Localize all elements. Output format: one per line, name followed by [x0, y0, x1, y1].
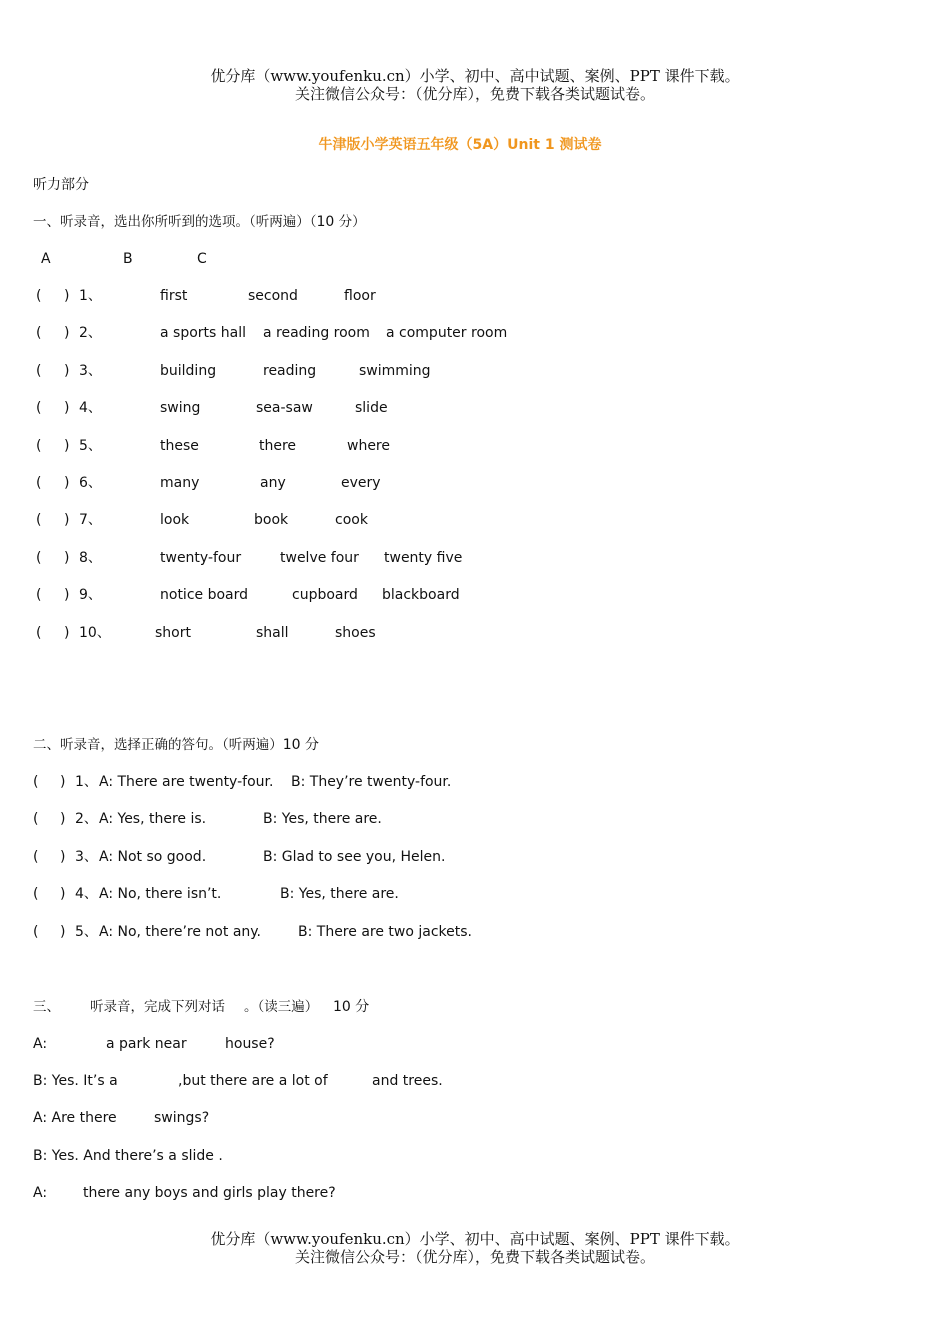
- option-a: short: [155, 624, 191, 641]
- answer-bracket-open[interactable]: (: [36, 475, 42, 491]
- answer-bracket-close[interactable]: ): [64, 325, 70, 342]
- option-c: slide: [355, 400, 388, 417]
- option-a: many: [160, 475, 200, 491]
- question-number: 3、: [79, 362, 102, 379]
- option-a: A: Yes, there is.: [99, 811, 207, 828]
- header-line-2: 关注微信公众号：（优分库），免费下载各类试题试卷。: [294, 85, 655, 103]
- option-c: a computer room: [386, 325, 508, 342]
- option-c: blackboard: [382, 587, 460, 604]
- answer-bracket-open[interactable]: (: [36, 288, 42, 304]
- part3-heading-num: 三、: [33, 999, 60, 1015]
- option-a: look: [160, 512, 190, 529]
- option-b: B: Glad to see you, Helen.: [263, 848, 446, 865]
- option-a: A: No, there’re not any.: [99, 923, 262, 940]
- part3-heading-text: 听录音，完成下列对话: [90, 999, 225, 1015]
- answer-bracket-close[interactable]: ): [64, 549, 70, 566]
- part3-heading-score: 10 分: [333, 999, 370, 1015]
- question-number: 8、: [79, 549, 102, 566]
- part2-heading-score: 10 分: [282, 737, 320, 753]
- question-row: [0, 474, 950, 492]
- column-a-label: A: [41, 251, 51, 267]
- answer-bracket-open[interactable]: (: [33, 886, 39, 903]
- option-b: shall: [256, 624, 289, 641]
- answer-bracket-close[interactable]: ): [60, 886, 66, 903]
- question-row: [0, 885, 950, 903]
- option-b: sea-saw: [256, 400, 313, 417]
- question-number: 6、: [79, 475, 102, 491]
- answer-bracket-close[interactable]: ): [64, 587, 70, 604]
- option-a: A: Not so good.: [99, 848, 207, 865]
- option-c: swimming: [359, 362, 431, 379]
- answer-bracket-open[interactable]: (: [33, 848, 39, 865]
- part2-heading-text: 二、听录音，选择正确的答句。（听两遍）: [33, 737, 283, 753]
- option-a: first: [160, 288, 188, 304]
- answer-bracket-open[interactable]: (: [33, 923, 39, 940]
- question-number: 5、: [75, 923, 98, 940]
- option-c: twenty five: [384, 549, 463, 566]
- answer-bracket-open[interactable]: (: [36, 587, 42, 604]
- answer-bracket-close[interactable]: ): [64, 400, 70, 417]
- option-b: B: Yes, there are.: [263, 811, 382, 828]
- option-a: swing: [160, 400, 201, 417]
- option-b: there: [259, 437, 297, 454]
- question-row: [0, 586, 950, 604]
- question-row: [0, 624, 950, 642]
- answer-bracket-close[interactable]: ): [60, 811, 66, 828]
- option-b: book: [254, 512, 289, 529]
- question-number: 10、: [79, 624, 111, 641]
- answer-bracket-open[interactable]: (: [36, 437, 42, 454]
- question-number: 1、: [79, 288, 102, 304]
- dialogue-text: A: Are there: [33, 1110, 117, 1126]
- answer-bracket-close[interactable]: ): [60, 848, 66, 865]
- footer-line-2: 关注微信公众号：（优分库），免费下载各类试题试卷。: [294, 1248, 655, 1266]
- option-b: twelve four: [280, 549, 359, 566]
- answer-bracket-open[interactable]: (: [36, 512, 42, 529]
- dialogue-line: [0, 1109, 950, 1127]
- option-b: B: There are two jackets.: [298, 923, 472, 940]
- header-line-1: 优分库（www.youfenku.cn）小学、初中、高中试题、案例、PPT 课件下载。: [210, 67, 740, 85]
- option-a: A: There are twenty-four.: [99, 774, 274, 790]
- option-a: twenty-four: [160, 549, 242, 566]
- question-number: 2、: [79, 325, 102, 342]
- option-c: cook: [335, 512, 368, 529]
- option-b: B: They’re twenty-four.: [291, 774, 452, 790]
- option-b: reading: [263, 362, 317, 379]
- question-number: 4、: [79, 400, 102, 417]
- question-number: 7、: [79, 512, 102, 529]
- question-row: [0, 399, 950, 417]
- question-number: 1、: [75, 774, 98, 790]
- option-a: a sports hall: [160, 325, 246, 342]
- answer-bracket-close[interactable]: ): [64, 624, 70, 641]
- question-number: 5、: [79, 437, 102, 454]
- dialogue-text: and trees.: [372, 1073, 443, 1089]
- option-b: cupboard: [292, 587, 358, 604]
- dialogue-line: [0, 1035, 950, 1053]
- option-c: every: [341, 475, 381, 491]
- answer-bracket-open[interactable]: (: [33, 811, 39, 828]
- question-number: 3、: [75, 848, 98, 865]
- answer-bracket-close[interactable]: ): [64, 288, 70, 304]
- dialogue-text: house?: [225, 1036, 275, 1052]
- answer-bracket-close[interactable]: ): [64, 512, 70, 529]
- dialogue-text: ,but there are a lot of: [178, 1073, 328, 1089]
- answer-bracket-open[interactable]: (: [36, 549, 42, 566]
- option-b: second: [248, 288, 298, 304]
- dialogue-line: [0, 1147, 950, 1165]
- dialogue-text: swings?: [154, 1110, 210, 1126]
- option-c: shoes: [335, 624, 376, 641]
- question-row: [0, 287, 950, 305]
- question-row: [0, 362, 950, 380]
- part1-heading-score: 10: [316, 214, 335, 230]
- answer-bracket-close[interactable]: ): [64, 475, 70, 491]
- question-number: 2、: [75, 811, 98, 828]
- option-c: where: [347, 437, 390, 454]
- footer-line-1: 优分库（www.youfenku.cn）小学、初中、高中试题、案例、PPT 课件下载。: [210, 1230, 740, 1248]
- question-row: [0, 810, 950, 828]
- dialogue-speaker: A:: [33, 1036, 48, 1052]
- answer-bracket-open[interactable]: (: [36, 624, 42, 641]
- option-c: floor: [344, 288, 376, 304]
- part2-heading: [33, 736, 319, 754]
- dialogue-text: B: Yes. And there’s a slide .: [33, 1148, 223, 1164]
- part1-heading-text: 一、听录音，选出你所听到的选项。（听两遍）（: [33, 214, 317, 230]
- question-row: [0, 923, 950, 941]
- answer-bracket-close[interactable]: ): [60, 774, 66, 790]
- option-b: B: Yes, there are.: [280, 886, 399, 903]
- answer-bracket-open[interactable]: (: [36, 325, 42, 342]
- dialogue-line: [0, 1184, 950, 1202]
- dialogue-line: [0, 1072, 950, 1090]
- answer-bracket-open[interactable]: (: [36, 400, 42, 417]
- dialogue-text: a park near: [106, 1036, 187, 1052]
- option-a: building: [160, 362, 217, 379]
- answer-bracket-close[interactable]: ): [60, 923, 66, 940]
- dialogue-text: B: Yes. It’s a: [33, 1073, 118, 1089]
- question-row: [0, 773, 950, 791]
- option-b: any: [260, 475, 286, 491]
- dialogue-speaker: A:: [33, 1185, 48, 1201]
- answer-bracket-close[interactable]: ): [64, 362, 70, 379]
- question-row: [0, 549, 950, 567]
- question-row: [0, 511, 950, 529]
- page-title: 牛津版小学英语五年级（5A）Unit 1 测试卷: [318, 137, 602, 153]
- part3-heading: [0, 998, 950, 1016]
- column-b-label: B: [123, 251, 133, 267]
- part1-column-headers: [0, 250, 950, 268]
- dialogue-text: there any boys and girls play there?: [83, 1185, 336, 1201]
- question-number: 9、: [79, 587, 102, 604]
- part1-heading-end: 分）: [334, 214, 366, 230]
- option-b: a reading room: [263, 325, 370, 342]
- option-a: A: No, there isn’t.: [99, 886, 222, 903]
- answer-bracket-close[interactable]: ): [64, 437, 70, 454]
- answer-bracket-open[interactable]: (: [33, 774, 39, 790]
- section-listening-label: 听力部分: [33, 177, 89, 193]
- option-a: notice board: [160, 587, 249, 604]
- question-row: [0, 437, 950, 455]
- question-row: [0, 324, 950, 342]
- answer-bracket-open[interactable]: (: [36, 362, 42, 379]
- question-row: [0, 848, 950, 866]
- question-number: 4、: [75, 886, 98, 903]
- part1-heading: [33, 213, 366, 231]
- column-c-label: C: [197, 251, 207, 267]
- part3-heading-mid: 。（读三遍）: [244, 999, 319, 1015]
- option-a: these: [160, 437, 199, 454]
